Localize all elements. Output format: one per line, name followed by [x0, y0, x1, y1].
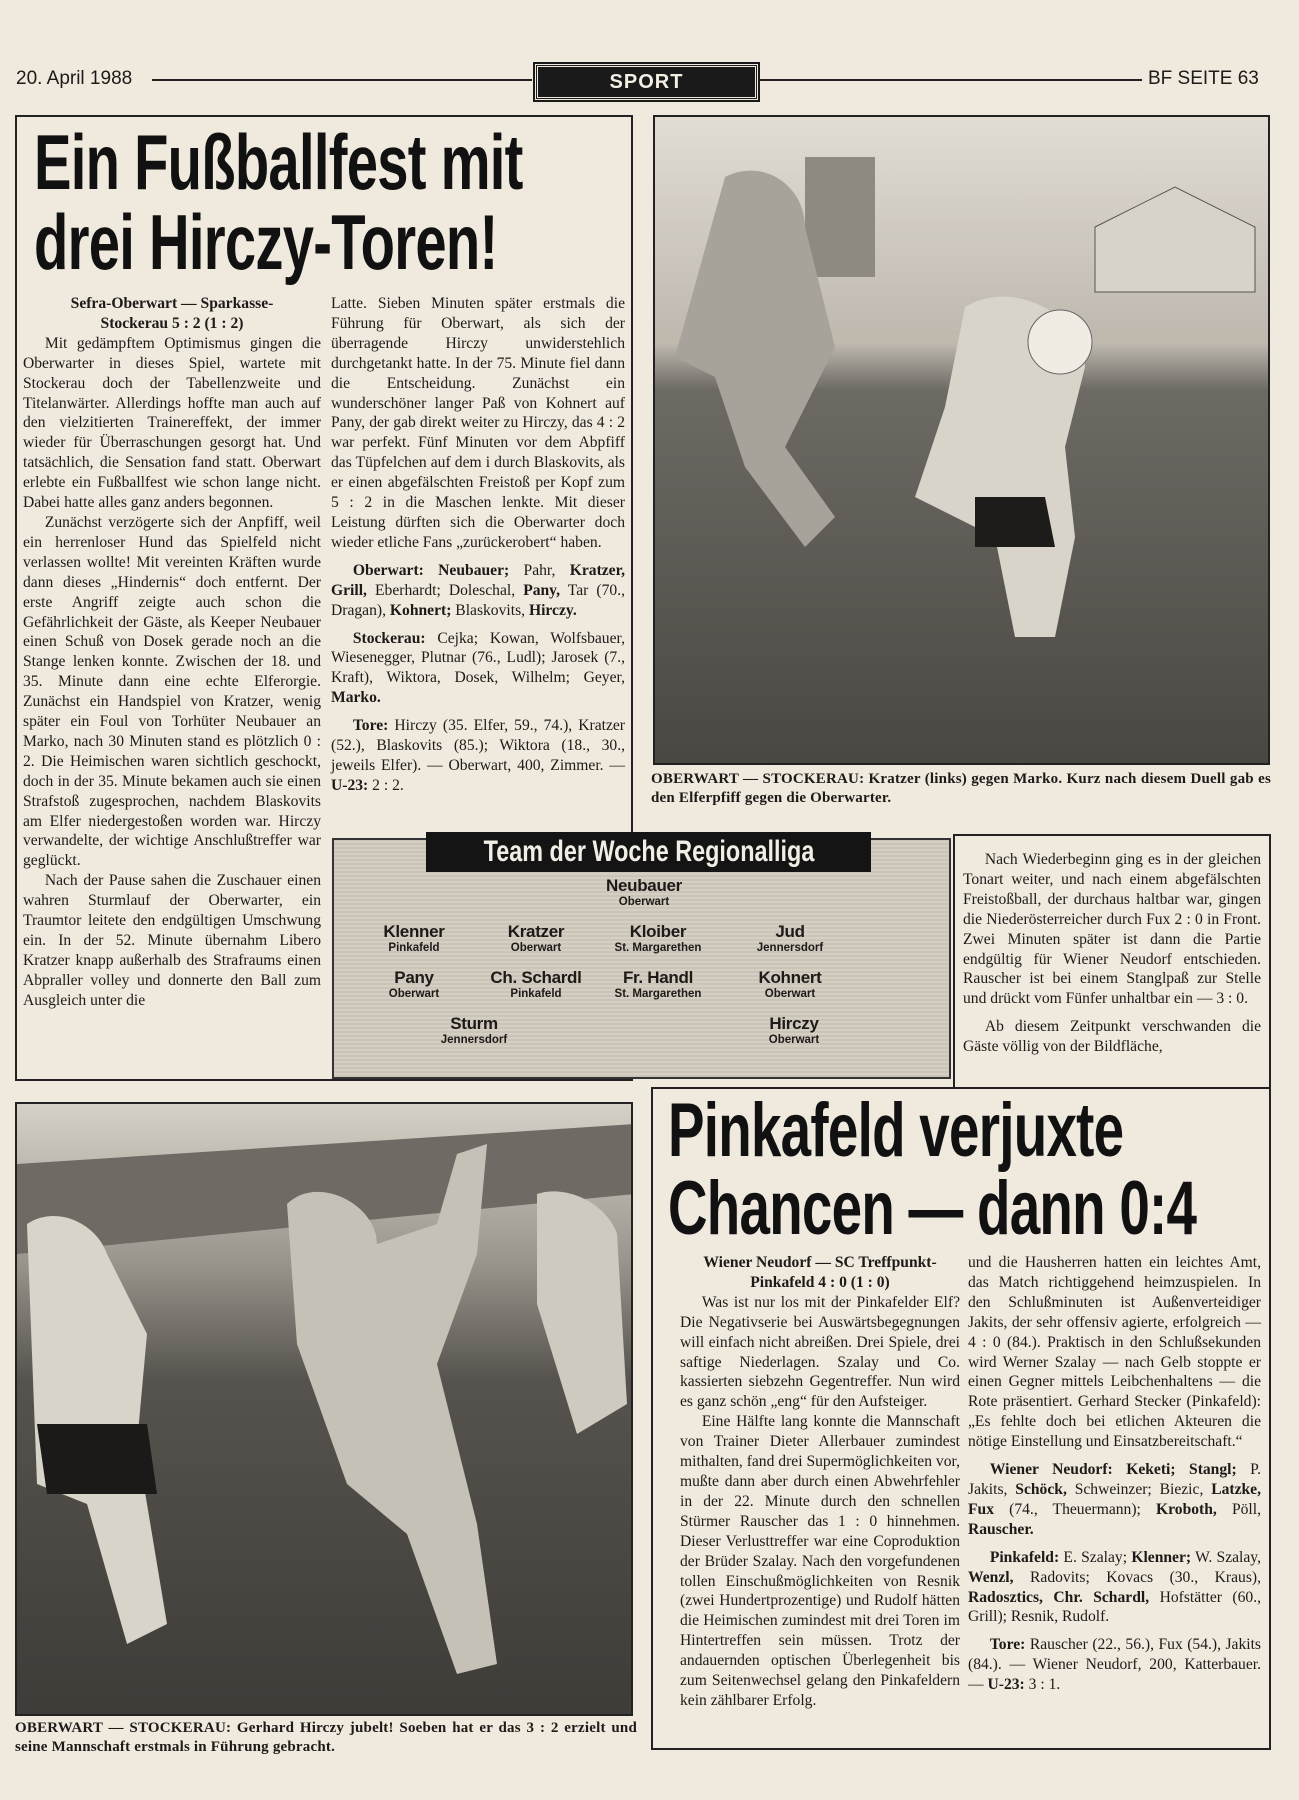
article2-column-1 — [680, 1253, 960, 1711]
text: W. Szalay, — [1191, 1548, 1261, 1566]
paragraph: Nach Wiederbeginn ging es in der gleichen Tonart weiter, und nach einem abgefälschten Freistoßball, der durchaus haltbar war, gingen die Niederösterreicher durch Fux 2 : 0 in Front. Zwei Minuten später ist dann die Partie endgültig für Wiener Neudorf entschieden. Rauscher ist bei einem Stanglpaß zur Stelle und drückt vom Fünfer unhaltbar ein — 3 : 0. — [963, 851, 1261, 1008]
lineup-paragraph — [331, 629, 625, 709]
bold-text: Pany, — [523, 581, 561, 599]
issue-date: 20. April 1988 — [16, 68, 133, 89]
text: (74., Theuermann); — [994, 1500, 1157, 1518]
bold-text: Tore: — [352, 717, 389, 735]
headline-line: drei Hirczy-Toren! — [34, 198, 498, 286]
player-entry: Kloiber St. Margarethen — [614, 922, 702, 954]
headline-line: Chancen — dann 0:4 — [668, 1166, 1197, 1251]
text: Radovits; Kovacs (30., Kraus), — [1013, 1568, 1261, 1586]
match-subhead: Wiener Neudorf — SC Treffpunkt- Pinkafeld 4 : 0 (1 : 0) — [703, 1254, 937, 1291]
article-headline — [34, 118, 523, 286]
player-entry: Kratzer Oberwart — [507, 922, 565, 954]
text: 2 : 2. — [368, 776, 404, 794]
player-entry: Fr. Handl St. Margarethen — [614, 968, 702, 1000]
text: E. Szalay; — [1059, 1548, 1132, 1566]
player-entry: Hirczy Oberwart — [768, 1014, 820, 1046]
player-entry: Kohnert Oberwart — [758, 968, 822, 1000]
lineup-paragraph — [331, 561, 625, 621]
bold-text: Rauscher. — [968, 1520, 1034, 1538]
text: Pahr, — [509, 561, 570, 579]
player-entry: Ch. Schardl Pinkafeld — [490, 968, 582, 1000]
match-photo-kratzer-marko — [653, 115, 1270, 765]
match-subhead: Sefra-Oberwart — Sparkasse- Stockerau 5 : 2 (1 : 2) — [70, 295, 274, 332]
photo-caption: OBERWART — STOCKERAU: Kratzer (links) gegen Marko. Kurz nach diesem Duell gab es den Elferpfiff gegen die Oberwarter. — [651, 771, 1271, 806]
article-headline — [668, 1088, 1197, 1251]
text: Eberhardt; Doleschal, — [366, 581, 524, 599]
article1-column-1 — [23, 294, 321, 1011]
player-entry: Pany Oberwart — [388, 968, 440, 1000]
article2-column-2 — [968, 1253, 1261, 1695]
paragraph: Eine Hälfte lang konnte die Mannschaft von Trainer Dieter Allerbauer zumindest mithalten, fand drei Supermöglichkeiten vor, mußte dann aber durch einen Abwehrfehler in der 22. Minute durch den schnellen Stürmer Rauscher das 1 : 0 hinnehmen. Dieser Verlusttreffer war eine Coproduktion der Brüder Szalay. Nach den vorgefundenen tollen Einschußmöglichkeiten von Resnik (zwei Hundertprozentige) und Rudolf hätten die Heimischen zumindest mit drei Toren im Hintertreffen sein müssen. Trotz der andauernden optischen Überlegenheit bis zum Seitenwechsel gelang den Pinkafeldern kein zählbarer Erfolg. — [680, 1413, 960, 1709]
header-rule-right — [758, 79, 1142, 81]
bold-text: Radosztics, Chr. Schardl, — [968, 1588, 1150, 1606]
text: Tar (70., Dragan), — [331, 581, 625, 619]
bold-text: Pinkafeld: — [989, 1548, 1060, 1566]
lineup-paragraph — [968, 1635, 1261, 1695]
bold-text: Wiener Neudorf: Keketi; Stangl; — [989, 1461, 1237, 1479]
bold-text: Kroboth, — [1156, 1500, 1217, 1518]
bold-text: Stockerau: — [352, 629, 426, 647]
paragraph: Latte. Sieben Minuten später erstmals die Führung für Oberwart, als sich der überragende Hirczy unwiderstehlich durchgetankt hatte. In der 75. Minute fiel dann die Entscheidung. Zunächst ein wunderschöner langer Paß von Kohnert auf Pany, der gab direkt weiter zu Hirczy, das 4 : 2 war perfekt. Fünf Minuten vor dem Abpfiff das Tüpfelchen auf dem i durch Blaskovits, als er einen abgefälschten Freistoß per Kopf zum 5 : 2 in die Maschen lenkte. Mit dieser Leistung dürften sich die Oberwarter doch wieder etliche Fans „zurückerobert“ haben. — [331, 295, 625, 551]
paragraph: Ab diesem Zeitpunkt verschwanden die Gäste völlig von der Bildfläche, — [963, 1018, 1261, 1056]
bold-text: Tore: — [989, 1636, 1026, 1654]
headline-line: Ein Fußballfest mit — [34, 118, 523, 206]
paragraph: und die Hausherren hatten ein leichtes Amt, das Match richtiggehend heimzuspielen. In den Schlußminuten ist Außenverteidiger Jakits, der sehr offensiv agierte, erfolgreich — 4 : 0 (84.). Praktisch in den Schlußsekunden wird Werner Szalay — nach Gelb stoppte er einen Gegner mittels Leibchenhaltens — die Rote präsentiert. Gerhard Stecker (Pinkafeld): „Es fehlte doch bei etlichen Akteuren die nötige Einstellung und Einsatzbereitschaft.“ — [968, 1254, 1261, 1451]
player-entry: Jud Jennersdorf — [756, 922, 824, 954]
article1-column-2 — [331, 294, 625, 796]
right-column-text — [963, 850, 1261, 1057]
bold-text: U-23: — [987, 1676, 1025, 1694]
bold-text: Kratzer, Grill, — [331, 561, 625, 599]
bold-text: Wenzl, — [968, 1568, 1014, 1586]
text: P. Jakits, — [968, 1461, 1261, 1498]
section-label: SPORT — [535, 64, 758, 100]
headline-line: Pinkafeld verjuxte — [668, 1088, 1124, 1173]
match-photo-hirczy-celebrates — [15, 1102, 633, 1716]
text: Pöll, — [1216, 1500, 1261, 1518]
bold-text: Latzke, Fux — [968, 1480, 1261, 1518]
bold-text: Kohnert; — [389, 601, 452, 619]
paragraph: Nach der Pause sahen die Zuschauer einen wahren Sturmlauf der Oberwarter, ein Traumtor leitete den endgültigen Umschwung ein. In der 52. Minute übernahm Libero Kratzer knapp außerhalb des Strafraums einen Abpraller volley und donnerte den Ball zum Ausgleich unter die — [23, 872, 321, 1009]
bold-text: Marko. — [331, 689, 381, 707]
lineup-paragraph — [968, 1460, 1261, 1540]
bold-text: Schöck, — [1015, 1480, 1067, 1498]
text: Rauscher (22., 56.), Fux (54.), Jakits (84.). — Wiener Neudorf, 200, Katterbauer. — — [968, 1636, 1261, 1694]
lineup-paragraph — [331, 716, 625, 796]
text: Schweinzer; Biezic, — [1066, 1480, 1212, 1498]
text: Cejka; Kowan, Wolfsbauer, Wiesenegger, Plutnar (76., Ludl); Jarosek (7., Kraft), Wiktora, Dosek, Wilhelm; Geyer, — [331, 629, 625, 687]
player-entry: Klenner Pinkafeld — [383, 922, 445, 954]
text: 3 : 1. — [1024, 1676, 1061, 1694]
header-rule-left — [152, 79, 532, 81]
photo-caption: OBERWART — STOCKERAU: Gerhard Hirczy jubelt! Soeben hat er das 3 : 2 erzielt und seine Mannschaft erstmals in Führung gebracht. — [15, 1720, 637, 1755]
page-number: BF SEITE 63 — [1148, 68, 1259, 89]
team-of-the-week-title: Team der Woche Regionalliga — [426, 832, 871, 872]
text: Hirczy (35. Elfer, 59., 74.), Kratzer (52.), Blaskovits (85.); Wiktora (18., 30., jeweils Elfer). — Oberwart, 400, Zimmer. — — [331, 717, 625, 774]
team-of-the-week-box — [332, 835, 951, 1079]
text: Hofstätter (60., Grill); Resnik, Rudolf. — [968, 1588, 1262, 1626]
paragraph: Zunächst verzögerte sich der Anpfiff, weil ein herrenloser Hund das Spielfeld nicht verlassen wollte! Mit vereinten Kräften wurde dann dieses „Hindernis“ doch entfernt. Der erste Angriff zeigte auch schon die Gefährlichkeit der Gäste, als Keeper Neubauer einen Schuß von Dosek gerade noch an die Stange lenken konnte. Zwischen der 18. und 35. Minute dann eine echte Elferorgie. Zunächst ein Handspiel von Kratzer, wenig später ein Foul von Torhüter Neubauer an Marko, nach 30 Minuten stand es plötzlich 0 : 2. Die Heimischen waren sichtlich geschockt, doch in der 35. Minute bekamen auch sie einen Strafstoß zugesprochen, nachdem Blaskovits am Elfer niedergestoßen worden war. Hirczy verwandelte, der wichtige Anschlußtreffer war geglückt. — [23, 513, 321, 870]
bold-text: Klenner; — [1131, 1548, 1192, 1566]
text: Blaskovits, — [451, 601, 529, 619]
bold-text: U-23: — [331, 776, 369, 794]
player-entry: Neubauer Oberwart — [605, 876, 682, 908]
paragraph: Mit gedämpftem Optimismus gingen die Oberwarter in dieses Spiel, wartete mit Stockerau doch der Tabellenzweite und Titelanwärter. Allerdings hoffte man auch auf den vielzitierten Trainereffekt, der immer wieder für Überraschungen gesorgt hat. Und tatsächlich, die Sensation fand statt. Oberwart erlebte ein Fußballfest wie schon lange nicht. Dabei hatte alles ganz anders begonnen. — [23, 334, 321, 512]
bold-text: Hirczy. — [528, 601, 577, 619]
lineup-paragraph — [968, 1548, 1261, 1628]
player-entry: Sturm Jennersdorf — [440, 1014, 508, 1046]
paragraph: Was ist nur los mit der Pinkafelder Elf? Die Negativserie bei Auswärtsbegegnungen will einfach nicht abreißen. Drei Spiele, drei saftige Niederlagen. Szalay und Co. kassierten siebzehn Gegentreffer. Nun wird es ganz schön „eng“ für den Aufsteiger. — [680, 1293, 960, 1411]
bold-text: Oberwart: Neubauer; — [352, 561, 510, 579]
